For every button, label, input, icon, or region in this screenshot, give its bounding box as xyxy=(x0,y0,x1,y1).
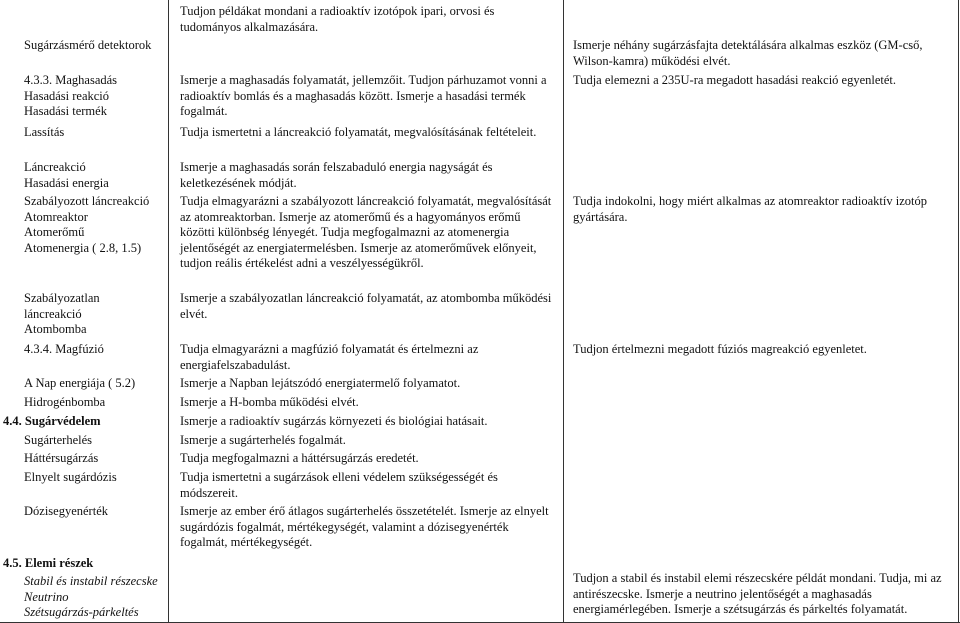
topic-cell xyxy=(0,38,168,54)
topic-cell xyxy=(0,73,168,120)
requirement-cell: Tudja megfogalmazni a háttérsugárzás eredetét. xyxy=(180,451,419,465)
topic-label: Lassítás xyxy=(24,125,65,139)
requirement-cell: Ismerje a radioaktív sugárzás környezeti és biológiai hatásait. xyxy=(180,414,488,428)
topic-label: Sugárzásmérő detektorok xyxy=(24,38,152,52)
topic-cell xyxy=(0,194,168,256)
topic-label: Szabályozatlan xyxy=(24,291,100,305)
section-heading: 4.3.3. Maghasadás xyxy=(24,73,118,87)
topic-label: láncreakció xyxy=(24,306,82,321)
requirement-cell: Tudjon példákat mondani a radioaktív izotópok ipari, orvosi és tudományos alkalmazására. xyxy=(180,4,495,34)
topic-label: Atomreaktor xyxy=(24,209,88,224)
topic-cell xyxy=(0,395,168,411)
requirement-cell: Ismerje az ember érő átlagos sugárterhelés összetételét. Ismerje az elnyelt sugárdózis fogalmát, mértékegységét, valamint a dózisegyenérték fogalmát, mértékegységét. xyxy=(180,504,549,549)
advanced-requirement-cell: Tudja elemezni a 235U-ra megadott hasadási reakció egyenletét. xyxy=(573,73,897,87)
topic-cell xyxy=(0,342,168,358)
topic-label: Hasadási reakció xyxy=(24,88,110,103)
column-divider-1 xyxy=(168,0,169,623)
advanced-requirement-cell: Tudjon értelmezni megadott fúziós magreakció egyenletet. xyxy=(573,342,867,356)
topic-label: Sugárterhelés xyxy=(24,433,93,447)
requirement-cell: Ismerje a szabályozatlan láncreakció folyamatát, az atombomba működési elvét. xyxy=(180,291,552,321)
topic-cell xyxy=(0,451,168,467)
topic-label: Atombomba xyxy=(24,322,87,336)
advanced-requirement-cell: Tudja indokolni, hogy miért alkalmas az atomreaktor radioaktív izotóp gyártására. xyxy=(573,194,927,224)
topic-label: Neutrino xyxy=(24,589,69,604)
topic-label: Szétsugárzás-párkeltés xyxy=(24,605,139,619)
topic-label: Hidrogénbomba xyxy=(24,395,106,409)
advanced-requirement-cell: Ismerje néhány sugárzásfajta detektálására alkalmas eszköz (GM-cső, Wilson-kamra) működési elvét. xyxy=(573,38,923,68)
topic-cell xyxy=(0,470,168,486)
topic-cell xyxy=(0,160,168,191)
topic-cell xyxy=(0,376,168,392)
section-heading-label: 4.5. Elemi részek xyxy=(3,556,94,570)
topic-cell xyxy=(0,504,168,520)
column-divider-2 xyxy=(563,0,564,623)
requirement-cell: Tudja elmagyarázni a magfúzió folyamatát és értelmezni az energiafelszabadulást. xyxy=(180,342,479,372)
section-heading xyxy=(3,414,163,430)
requirement-cell: Ismerje a maghasadás folyamatát, jellemzőit. Tudjon párhuzamot vonni a radioaktív bomlás és a maghasadás között. Ismerje a hasadási termék fogalmát. xyxy=(180,73,547,118)
requirement-cell: Ismerje a sugárterhelés fogalmát. xyxy=(180,433,346,447)
topic-cell xyxy=(0,574,168,621)
topic-label: Elnyelt sugárdózis xyxy=(24,470,117,484)
requirement-cell: Tudja ismertetni a láncreakció folyamatát, megvalósításának feltételeit. xyxy=(180,125,537,139)
topic-label: Láncreakció xyxy=(24,160,86,174)
topic-cell xyxy=(0,291,168,338)
section-heading-label: 4.4. Sugárvédelem xyxy=(3,414,101,428)
topic-label: Atomerőmű xyxy=(24,225,85,239)
topic-label: Háttérsugárzás xyxy=(24,451,99,465)
requirement-cell: Ismerje a H-bomba működési elvét. xyxy=(180,395,359,409)
topic-label: Atomenergia ( 2.8, 1.5) xyxy=(24,240,142,255)
column-divider-3 xyxy=(958,0,959,623)
topic-label: Szabályozott láncreakció xyxy=(24,194,150,208)
requirement-cell: Tudja elmagyarázni a szabályozott láncreakció folyamatát, megvalósítását az atomreaktorban. Ismerje az atomerőmű és a hagyományos erőmű közötti különbség lényegét. Tudja megfogalmazni az atomenergia jelentőségét az energiatermelésben. Ismerje az atomerőművek előnyeit, tudjon reális értékelést adni a veszélyességükről. xyxy=(180,194,552,270)
requirement-cell: Ismerje a maghasadás során felszabaduló energia nagyságát és keletkezésének módját. xyxy=(180,160,493,190)
topic-cell xyxy=(0,125,168,141)
section-heading: 4.3.4. Magfúzió xyxy=(24,342,104,356)
topic-label: Stabil és instabil részecske xyxy=(24,574,158,588)
topic-cell xyxy=(0,433,168,449)
topic-label: Hasadási energia xyxy=(24,175,109,190)
topic-label: A Nap energiája ( 5.2) xyxy=(24,376,136,390)
topic-label: Dózisegyenérték xyxy=(24,504,108,518)
requirement-cell: Tudja ismertetni a sugárzások elleni védelem szükségességét és módszereit. xyxy=(180,470,498,500)
topic-label: Hasadási termék xyxy=(24,104,107,118)
section-heading xyxy=(3,556,167,572)
advanced-requirement-cell: Tudjon a stabil és instabil elemi részecskére példát mondani. Tudja, mi az antirészecske. Ismerje a neutrino jelentőségét a maghasadás energiamérlegében. Ismerje a szétsugárzás és párkeltés folyamatát. xyxy=(573,571,942,616)
requirement-cell: Ismerje a Napban lejátszódó energiatermelő folyamatot. xyxy=(180,376,461,390)
